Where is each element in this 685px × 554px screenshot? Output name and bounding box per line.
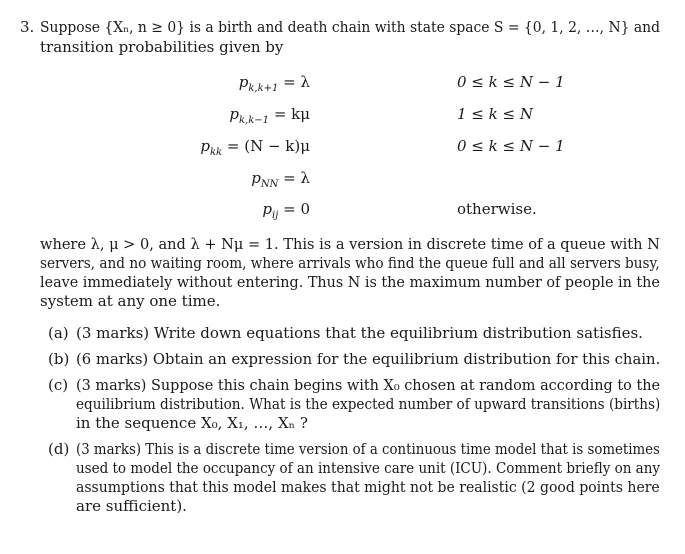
part-line: in the sequence X₀, X₁, …, Xₙ ? bbox=[76, 414, 308, 432]
paragraph-line: servers, and no waiting room, where arrivals who find the queue full and all servers busy, bbox=[40, 254, 660, 272]
part-line: (3 marks) This is a discrete time version of a continuous time model that is sometimes bbox=[76, 440, 660, 458]
equation-condition: otherwise. bbox=[457, 200, 537, 218]
part-label: (d) bbox=[48, 440, 70, 458]
paragraph-line: where λ, μ > 0, and λ + Nμ = 1. This is a version in discrete time of a queue with N bbox=[40, 235, 660, 253]
part-line: equilibrium distribution. What is the expected number of upward transitions (births) bbox=[76, 395, 661, 413]
equation-lhs: $p_{kk} = (N - k)\mu$ bbox=[200, 137, 310, 158]
part-line: are sufficient). bbox=[76, 497, 187, 515]
part-line: (3 marks) Write down equations that the equilibrium distribution satisfies. bbox=[76, 324, 643, 342]
part-line: assumptions that this model makes that might not be realistic (2 good points here bbox=[76, 478, 660, 496]
part-label: (a) bbox=[48, 324, 69, 342]
equation-lhs: $p_{NN} = \lambda$ bbox=[251, 169, 310, 190]
part-line: used to model the occupancy of an intensive care unit (ICU). Comment briefly on any bbox=[76, 459, 661, 477]
intro-line-2: transition probabilities given by bbox=[40, 38, 284, 56]
intro-line-1: Suppose {Xₙ, n ≥ 0} is a birth and death chain with state space S = {0, 1, 2, …, N} and bbox=[40, 18, 660, 36]
equation-condition: 0 ≤ k ≤ N − 1 bbox=[457, 73, 565, 91]
equation-lhs: $p_{k,k+1} = \lambda$ bbox=[238, 73, 310, 94]
part-label: (c) bbox=[48, 376, 69, 394]
part-label: (b) bbox=[48, 350, 70, 368]
equation-lhs: $p_{k,k-1} = k\mu$ bbox=[229, 105, 310, 126]
paragraph-line: leave immediately without entering. Thus N is the maximum number of people in the bbox=[40, 273, 660, 291]
equation-condition: 0 ≤ k ≤ N − 1 bbox=[457, 137, 565, 155]
paragraph-line: system at any one time. bbox=[40, 292, 221, 310]
equation-condition: 1 ≤ k ≤ N bbox=[457, 105, 533, 123]
part-line: (6 marks) Obtain an expression for the equilibrium distribution for this chain. bbox=[76, 350, 661, 368]
equation-lhs: $p_{ij} = 0$ bbox=[262, 200, 310, 221]
part-line: (3 marks) Suppose this chain begins with X₀ chosen at random according to the bbox=[76, 376, 661, 394]
question-number: 3. bbox=[20, 18, 35, 36]
